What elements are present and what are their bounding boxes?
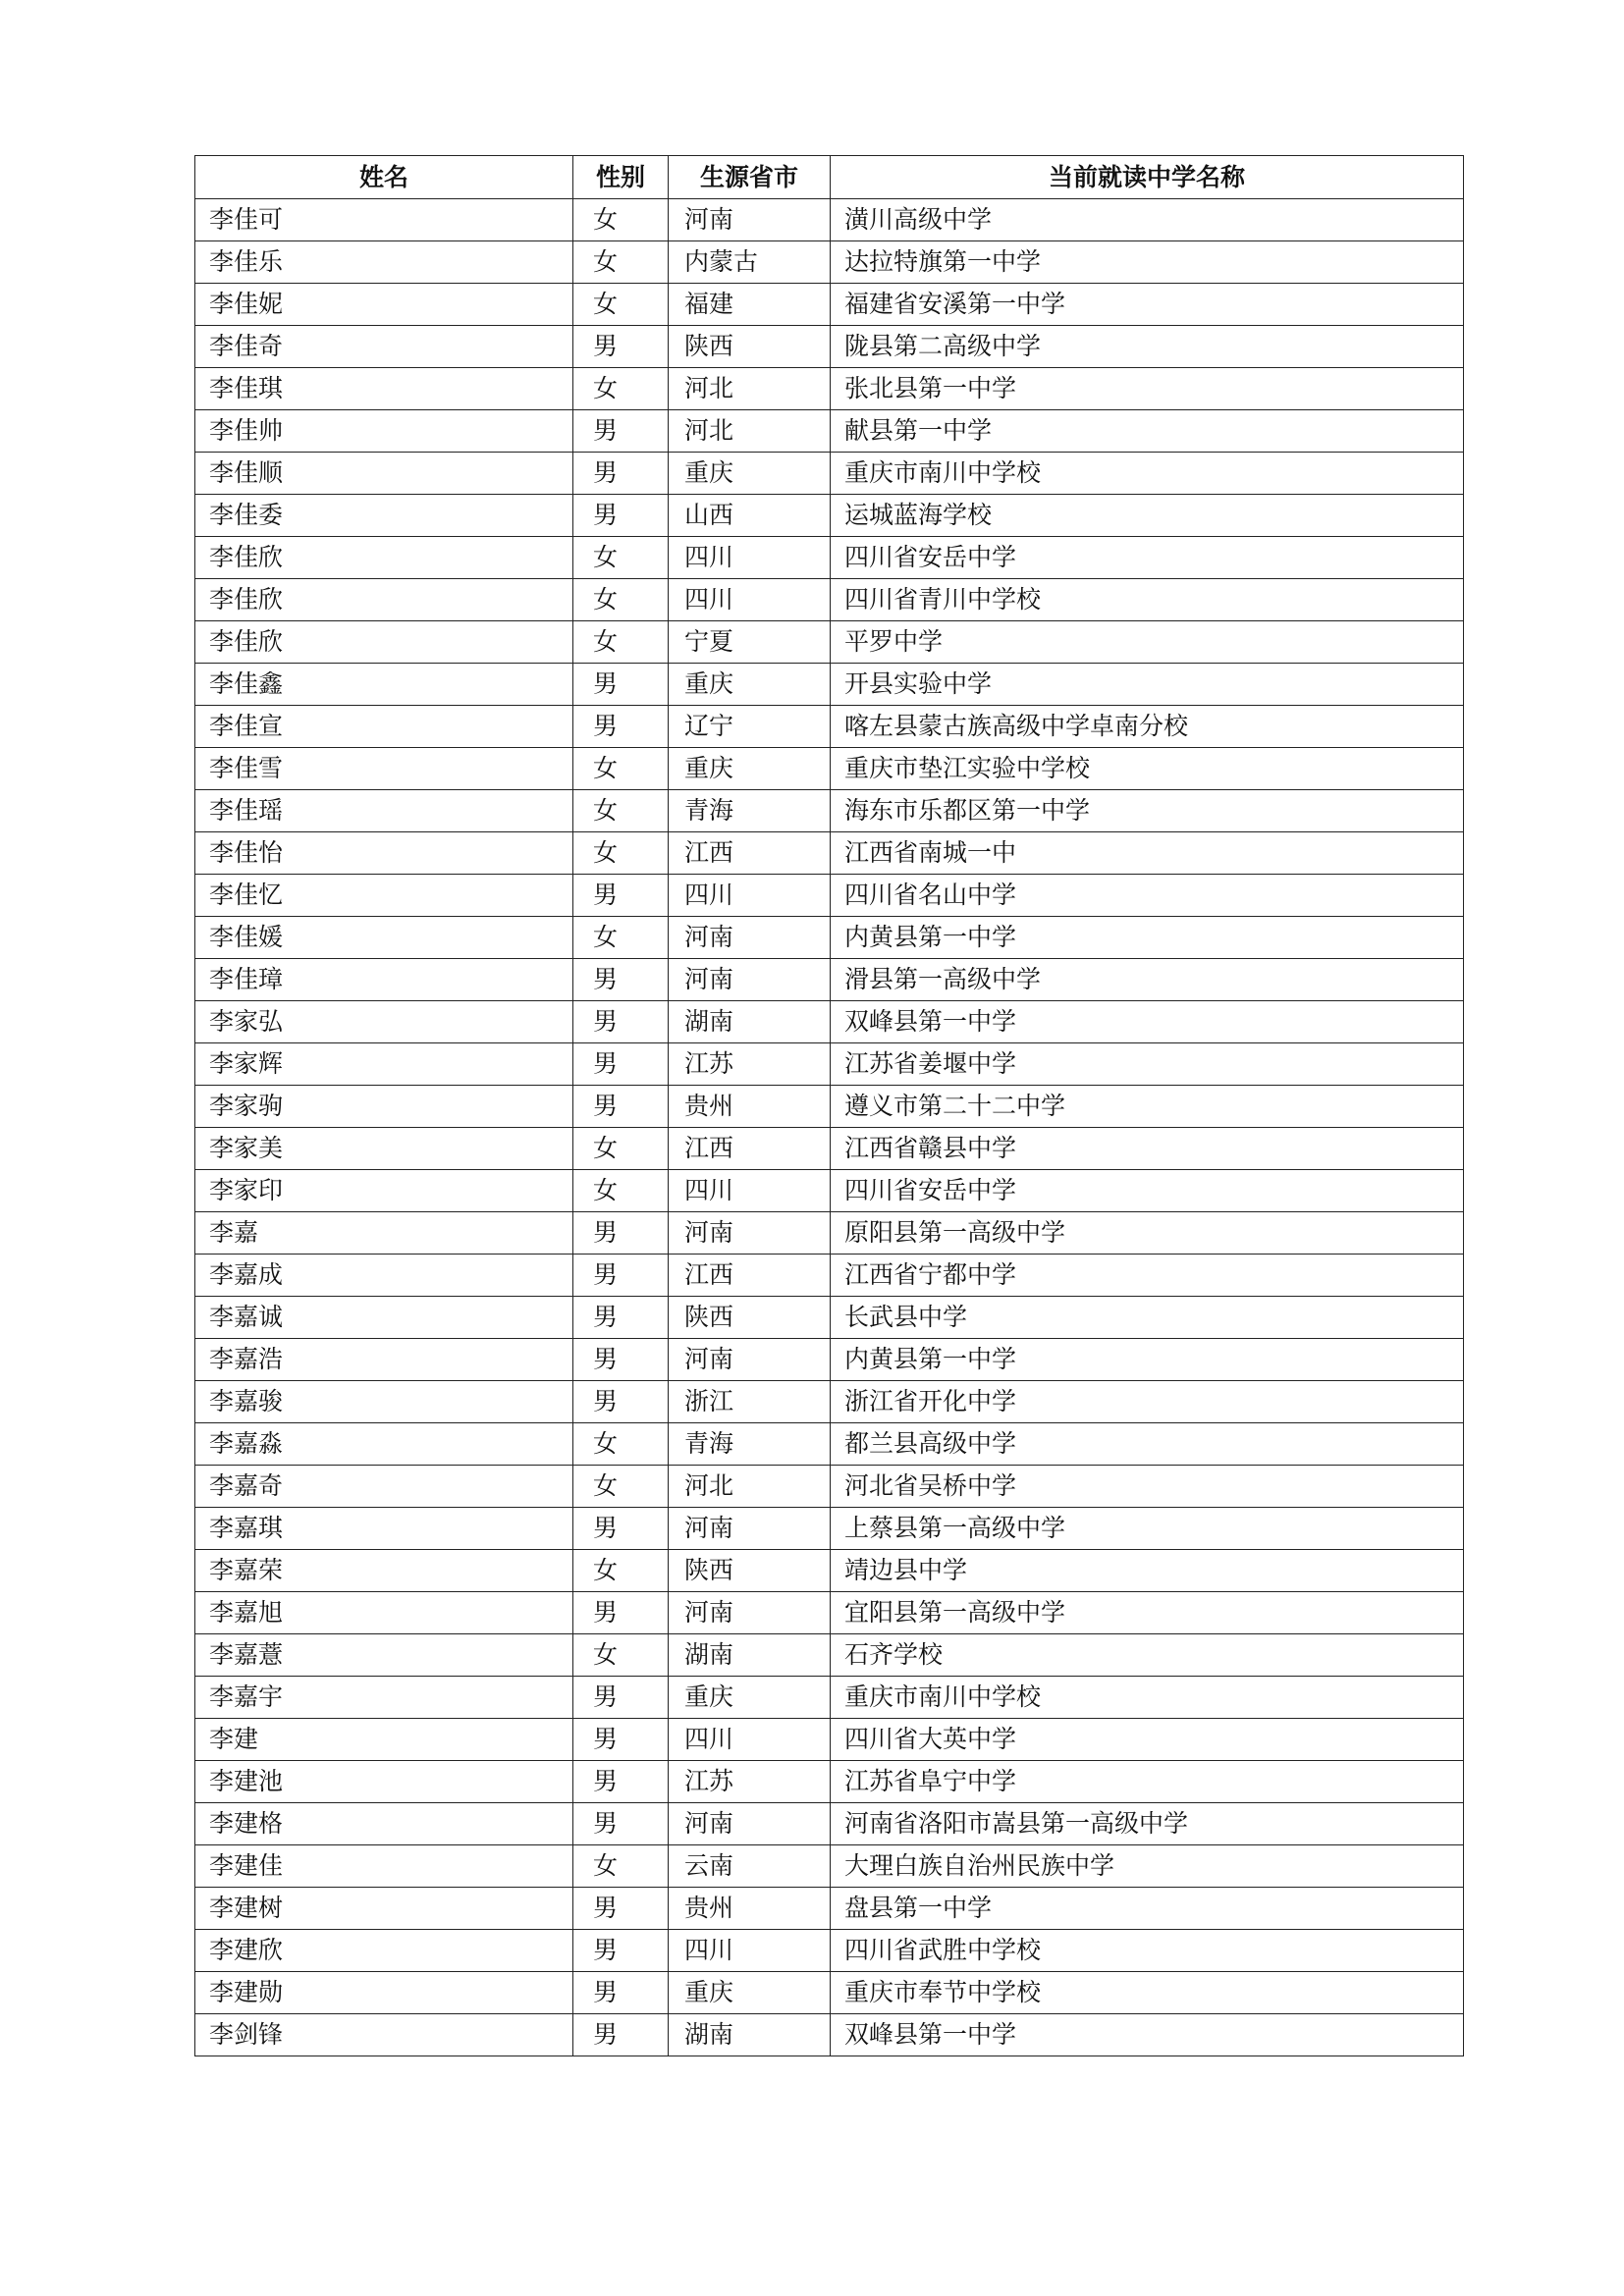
cell-school: 滑县第一高级中学 — [831, 959, 1464, 1001]
cell-province: 陕西 — [669, 1550, 831, 1592]
cell-name: 李嘉淼 — [195, 1423, 573, 1466]
table-row — [195, 1761, 1464, 1803]
table-row — [195, 1888, 1464, 1930]
cell-school: 靖边县中学 — [831, 1550, 1464, 1592]
cell-province: 湖南 — [669, 2014, 831, 2056]
cell-name: 李佳委 — [195, 495, 573, 537]
cell-name: 李佳雪 — [195, 748, 573, 790]
cell-school: 平罗中学 — [831, 621, 1464, 664]
cell-gender: 男 — [573, 1761, 669, 1803]
cell-school: 遵义市第二十二中学 — [831, 1086, 1464, 1128]
cell-name: 李嘉成 — [195, 1255, 573, 1297]
cell-name: 李佳欣 — [195, 537, 573, 579]
cell-name: 李嘉旭 — [195, 1592, 573, 1634]
cell-province: 贵州 — [669, 1888, 831, 1930]
table-row — [195, 832, 1464, 875]
cell-gender: 男 — [573, 1677, 669, 1719]
cell-school: 开县实验中学 — [831, 664, 1464, 706]
cell-name: 李佳宣 — [195, 706, 573, 748]
cell-gender: 男 — [573, 1001, 669, 1043]
cell-province: 江西 — [669, 832, 831, 875]
cell-name: 李嘉宇 — [195, 1677, 573, 1719]
cell-school: 上蔡县第一高级中学 — [831, 1508, 1464, 1550]
cell-gender: 男 — [573, 1972, 669, 2014]
cell-province: 浙江 — [669, 1381, 831, 1423]
cell-school: 河南省洛阳市嵩县第一高级中学 — [831, 1803, 1464, 1845]
table-row — [195, 1550, 1464, 1592]
table-body — [195, 199, 1464, 2056]
cell-name: 李建 — [195, 1719, 573, 1761]
cell-name: 李佳妮 — [195, 284, 573, 326]
cell-school: 张北县第一中学 — [831, 368, 1464, 410]
cell-school: 双峰县第一中学 — [831, 1001, 1464, 1043]
cell-school: 四川省名山中学 — [831, 875, 1464, 917]
cell-gender: 男 — [573, 1255, 669, 1297]
table-row — [195, 368, 1464, 410]
cell-gender: 男 — [573, 1803, 669, 1845]
cell-province: 河南 — [669, 917, 831, 959]
table-row — [195, 1423, 1464, 1466]
cell-gender: 女 — [573, 1170, 669, 1212]
cell-gender: 男 — [573, 1297, 669, 1339]
cell-name: 李佳忆 — [195, 875, 573, 917]
cell-gender: 男 — [573, 706, 669, 748]
cell-name: 李家辉 — [195, 1043, 573, 1086]
cell-gender: 女 — [573, 241, 669, 284]
cell-school: 运城蓝海学校 — [831, 495, 1464, 537]
cell-name: 李佳奇 — [195, 326, 573, 368]
cell-school: 盘县第一中学 — [831, 1888, 1464, 1930]
cell-province: 河南 — [669, 1212, 831, 1255]
cell-province: 福建 — [669, 284, 831, 326]
table-row — [195, 706, 1464, 748]
table-row — [195, 1339, 1464, 1381]
cell-name: 李嘉浩 — [195, 1339, 573, 1381]
cell-gender: 女 — [573, 1423, 669, 1466]
cell-name: 李佳欣 — [195, 621, 573, 664]
table-row — [195, 1212, 1464, 1255]
table-row — [195, 748, 1464, 790]
cell-name: 李家印 — [195, 1170, 573, 1212]
table-row — [195, 959, 1464, 1001]
cell-province: 四川 — [669, 1719, 831, 1761]
table-row — [195, 1719, 1464, 1761]
cell-province: 四川 — [669, 1930, 831, 1972]
cell-province: 辽宁 — [669, 706, 831, 748]
cell-gender: 男 — [573, 1592, 669, 1634]
cell-name: 李嘉 — [195, 1212, 573, 1255]
cell-name: 李嘉荣 — [195, 1550, 573, 1592]
cell-name: 李佳乐 — [195, 241, 573, 284]
cell-province: 河北 — [669, 1466, 831, 1508]
cell-gender: 女 — [573, 832, 669, 875]
cell-gender: 女 — [573, 917, 669, 959]
cell-province: 湖南 — [669, 1001, 831, 1043]
cell-school: 陇县第二高级中学 — [831, 326, 1464, 368]
cell-school: 河北省吴桥中学 — [831, 1466, 1464, 1508]
cell-school: 重庆市南川中学校 — [831, 453, 1464, 495]
header-name: 姓名 — [195, 156, 573, 199]
header-school: 当前就读中学名称 — [831, 156, 1464, 199]
cell-province: 四川 — [669, 579, 831, 621]
table-row — [195, 664, 1464, 706]
cell-school: 都兰县高级中学 — [831, 1423, 1464, 1466]
cell-province: 江西 — [669, 1255, 831, 1297]
cell-school: 四川省安岳中学 — [831, 537, 1464, 579]
cell-school: 浙江省开化中学 — [831, 1381, 1464, 1423]
cell-gender: 女 — [573, 621, 669, 664]
cell-name: 李建佳 — [195, 1845, 573, 1888]
cell-school: 四川省青川中学校 — [831, 579, 1464, 621]
cell-name: 李佳璋 — [195, 959, 573, 1001]
cell-province: 河南 — [669, 1508, 831, 1550]
cell-name: 李嘉琪 — [195, 1508, 573, 1550]
table-row — [195, 917, 1464, 959]
table-row — [195, 1381, 1464, 1423]
cell-province: 湖南 — [669, 1634, 831, 1677]
cell-school: 潢川高级中学 — [831, 199, 1464, 241]
cell-gender: 女 — [573, 368, 669, 410]
cell-name: 李佳欣 — [195, 579, 573, 621]
table-row — [195, 1972, 1464, 2014]
table-row — [195, 875, 1464, 917]
cell-school: 福建省安溪第一中学 — [831, 284, 1464, 326]
cell-gender: 女 — [573, 1128, 669, 1170]
cell-name: 李佳鑫 — [195, 664, 573, 706]
cell-school: 内黄县第一中学 — [831, 1339, 1464, 1381]
cell-province: 青海 — [669, 1423, 831, 1466]
header-gender: 性别 — [573, 156, 669, 199]
cell-gender: 女 — [573, 1550, 669, 1592]
cell-province: 河南 — [669, 1339, 831, 1381]
cell-school: 达拉特旗第一中学 — [831, 241, 1464, 284]
table-row — [195, 790, 1464, 832]
cell-name: 李建树 — [195, 1888, 573, 1930]
cell-gender: 男 — [573, 326, 669, 368]
cell-province: 内蒙古 — [669, 241, 831, 284]
cell-province: 陕西 — [669, 1297, 831, 1339]
table-row — [195, 1803, 1464, 1845]
header-province: 生源省市 — [669, 156, 831, 199]
cell-province: 河南 — [669, 199, 831, 241]
cell-name: 李佳媛 — [195, 917, 573, 959]
cell-name: 李建欣 — [195, 1930, 573, 1972]
cell-name: 李嘉诚 — [195, 1297, 573, 1339]
table-row — [195, 241, 1464, 284]
cell-school: 双峰县第一中学 — [831, 2014, 1464, 2056]
cell-gender: 男 — [573, 664, 669, 706]
cell-province: 四川 — [669, 875, 831, 917]
cell-school: 内黄县第一中学 — [831, 917, 1464, 959]
table-row — [195, 495, 1464, 537]
cell-name: 李佳琪 — [195, 368, 573, 410]
cell-name: 李家驹 — [195, 1086, 573, 1128]
cell-province: 山西 — [669, 495, 831, 537]
table-row — [195, 199, 1464, 241]
table-row — [195, 1086, 1464, 1128]
table-header-row — [195, 156, 1464, 199]
cell-school: 喀左县蒙古族高级中学卓南分校 — [831, 706, 1464, 748]
cell-name: 李佳顺 — [195, 453, 573, 495]
cell-gender: 男 — [573, 1508, 669, 1550]
cell-school: 长武县中学 — [831, 1297, 1464, 1339]
table-row — [195, 1043, 1464, 1086]
cell-name: 李建池 — [195, 1761, 573, 1803]
table-row — [195, 1592, 1464, 1634]
cell-gender: 男 — [573, 1043, 669, 1086]
cell-name: 李嘉薏 — [195, 1634, 573, 1677]
student-roster-table — [194, 155, 1464, 2056]
cell-province: 宁夏 — [669, 621, 831, 664]
table-row — [195, 1255, 1464, 1297]
cell-province: 江西 — [669, 1128, 831, 1170]
cell-school: 原阳县第一高级中学 — [831, 1212, 1464, 1255]
cell-name: 李建勋 — [195, 1972, 573, 2014]
table-row — [195, 1634, 1464, 1677]
cell-gender: 男 — [573, 1381, 669, 1423]
cell-gender: 女 — [573, 1634, 669, 1677]
table-row — [195, 284, 1464, 326]
cell-name: 李嘉骏 — [195, 1381, 573, 1423]
cell-gender: 男 — [573, 453, 669, 495]
cell-school: 重庆市南川中学校 — [831, 1677, 1464, 1719]
table-row — [195, 410, 1464, 453]
cell-gender: 女 — [573, 1466, 669, 1508]
cell-school: 海东市乐都区第一中学 — [831, 790, 1464, 832]
cell-gender: 男 — [573, 1930, 669, 1972]
table-row — [195, 1845, 1464, 1888]
cell-province: 四川 — [669, 537, 831, 579]
cell-name: 李剑锋 — [195, 2014, 573, 2056]
table-row — [195, 1001, 1464, 1043]
table-row — [195, 1930, 1464, 1972]
cell-province: 河南 — [669, 959, 831, 1001]
table-row — [195, 1170, 1464, 1212]
cell-gender: 女 — [573, 790, 669, 832]
cell-school: 重庆市奉节中学校 — [831, 1972, 1464, 2014]
table-row — [195, 326, 1464, 368]
cell-gender: 男 — [573, 1719, 669, 1761]
cell-province: 云南 — [669, 1845, 831, 1888]
cell-gender: 男 — [573, 1086, 669, 1128]
cell-school: 江苏省姜堰中学 — [831, 1043, 1464, 1086]
cell-school: 江西省南城一中 — [831, 832, 1464, 875]
cell-gender: 男 — [573, 959, 669, 1001]
cell-name: 李佳帅 — [195, 410, 573, 453]
cell-gender: 男 — [573, 495, 669, 537]
cell-province: 陕西 — [669, 326, 831, 368]
table-row — [195, 1466, 1464, 1508]
cell-name: 李佳怡 — [195, 832, 573, 875]
cell-gender: 男 — [573, 410, 669, 453]
cell-gender: 女 — [573, 537, 669, 579]
cell-gender: 女 — [573, 199, 669, 241]
cell-school: 宜阳县第一高级中学 — [831, 1592, 1464, 1634]
cell-name: 李家美 — [195, 1128, 573, 1170]
cell-province: 河南 — [669, 1803, 831, 1845]
cell-province: 江苏 — [669, 1043, 831, 1086]
cell-name: 李嘉奇 — [195, 1466, 573, 1508]
table-row — [195, 2014, 1464, 2056]
cell-gender: 女 — [573, 284, 669, 326]
cell-province: 河北 — [669, 368, 831, 410]
cell-school: 献县第一中学 — [831, 410, 1464, 453]
cell-gender: 男 — [573, 2014, 669, 2056]
table-row — [195, 537, 1464, 579]
cell-province: 青海 — [669, 790, 831, 832]
table-row — [195, 1128, 1464, 1170]
cell-province: 江苏 — [669, 1761, 831, 1803]
cell-school: 江西省赣县中学 — [831, 1128, 1464, 1170]
cell-school: 江西省宁都中学 — [831, 1255, 1464, 1297]
table-row — [195, 1677, 1464, 1719]
cell-school: 石齐学校 — [831, 1634, 1464, 1677]
table-row — [195, 1508, 1464, 1550]
cell-province: 四川 — [669, 1170, 831, 1212]
cell-province: 河北 — [669, 410, 831, 453]
table-row — [195, 453, 1464, 495]
table-row — [195, 1297, 1464, 1339]
cell-province: 重庆 — [669, 1677, 831, 1719]
cell-gender: 女 — [573, 748, 669, 790]
cell-province: 重庆 — [669, 1972, 831, 2014]
cell-gender: 女 — [573, 579, 669, 621]
cell-school: 江苏省阜宁中学 — [831, 1761, 1464, 1803]
cell-name: 李佳瑶 — [195, 790, 573, 832]
cell-name: 李佳可 — [195, 199, 573, 241]
cell-province: 河南 — [669, 1592, 831, 1634]
cell-province: 重庆 — [669, 748, 831, 790]
cell-gender: 男 — [573, 875, 669, 917]
cell-province: 重庆 — [669, 664, 831, 706]
cell-school: 重庆市垫江实验中学校 — [831, 748, 1464, 790]
cell-school: 大理白族自治州民族中学 — [831, 1845, 1464, 1888]
cell-gender: 男 — [573, 1339, 669, 1381]
cell-gender: 男 — [573, 1888, 669, 1930]
table-row — [195, 621, 1464, 664]
cell-province: 贵州 — [669, 1086, 831, 1128]
cell-province: 重庆 — [669, 453, 831, 495]
cell-gender: 女 — [573, 1845, 669, 1888]
cell-school: 四川省武胜中学校 — [831, 1930, 1464, 1972]
table-row — [195, 579, 1464, 621]
cell-name: 李家弘 — [195, 1001, 573, 1043]
cell-school: 四川省大英中学 — [831, 1719, 1464, 1761]
cell-school: 四川省安岳中学 — [831, 1170, 1464, 1212]
cell-name: 李建格 — [195, 1803, 573, 1845]
cell-gender: 男 — [573, 1212, 669, 1255]
